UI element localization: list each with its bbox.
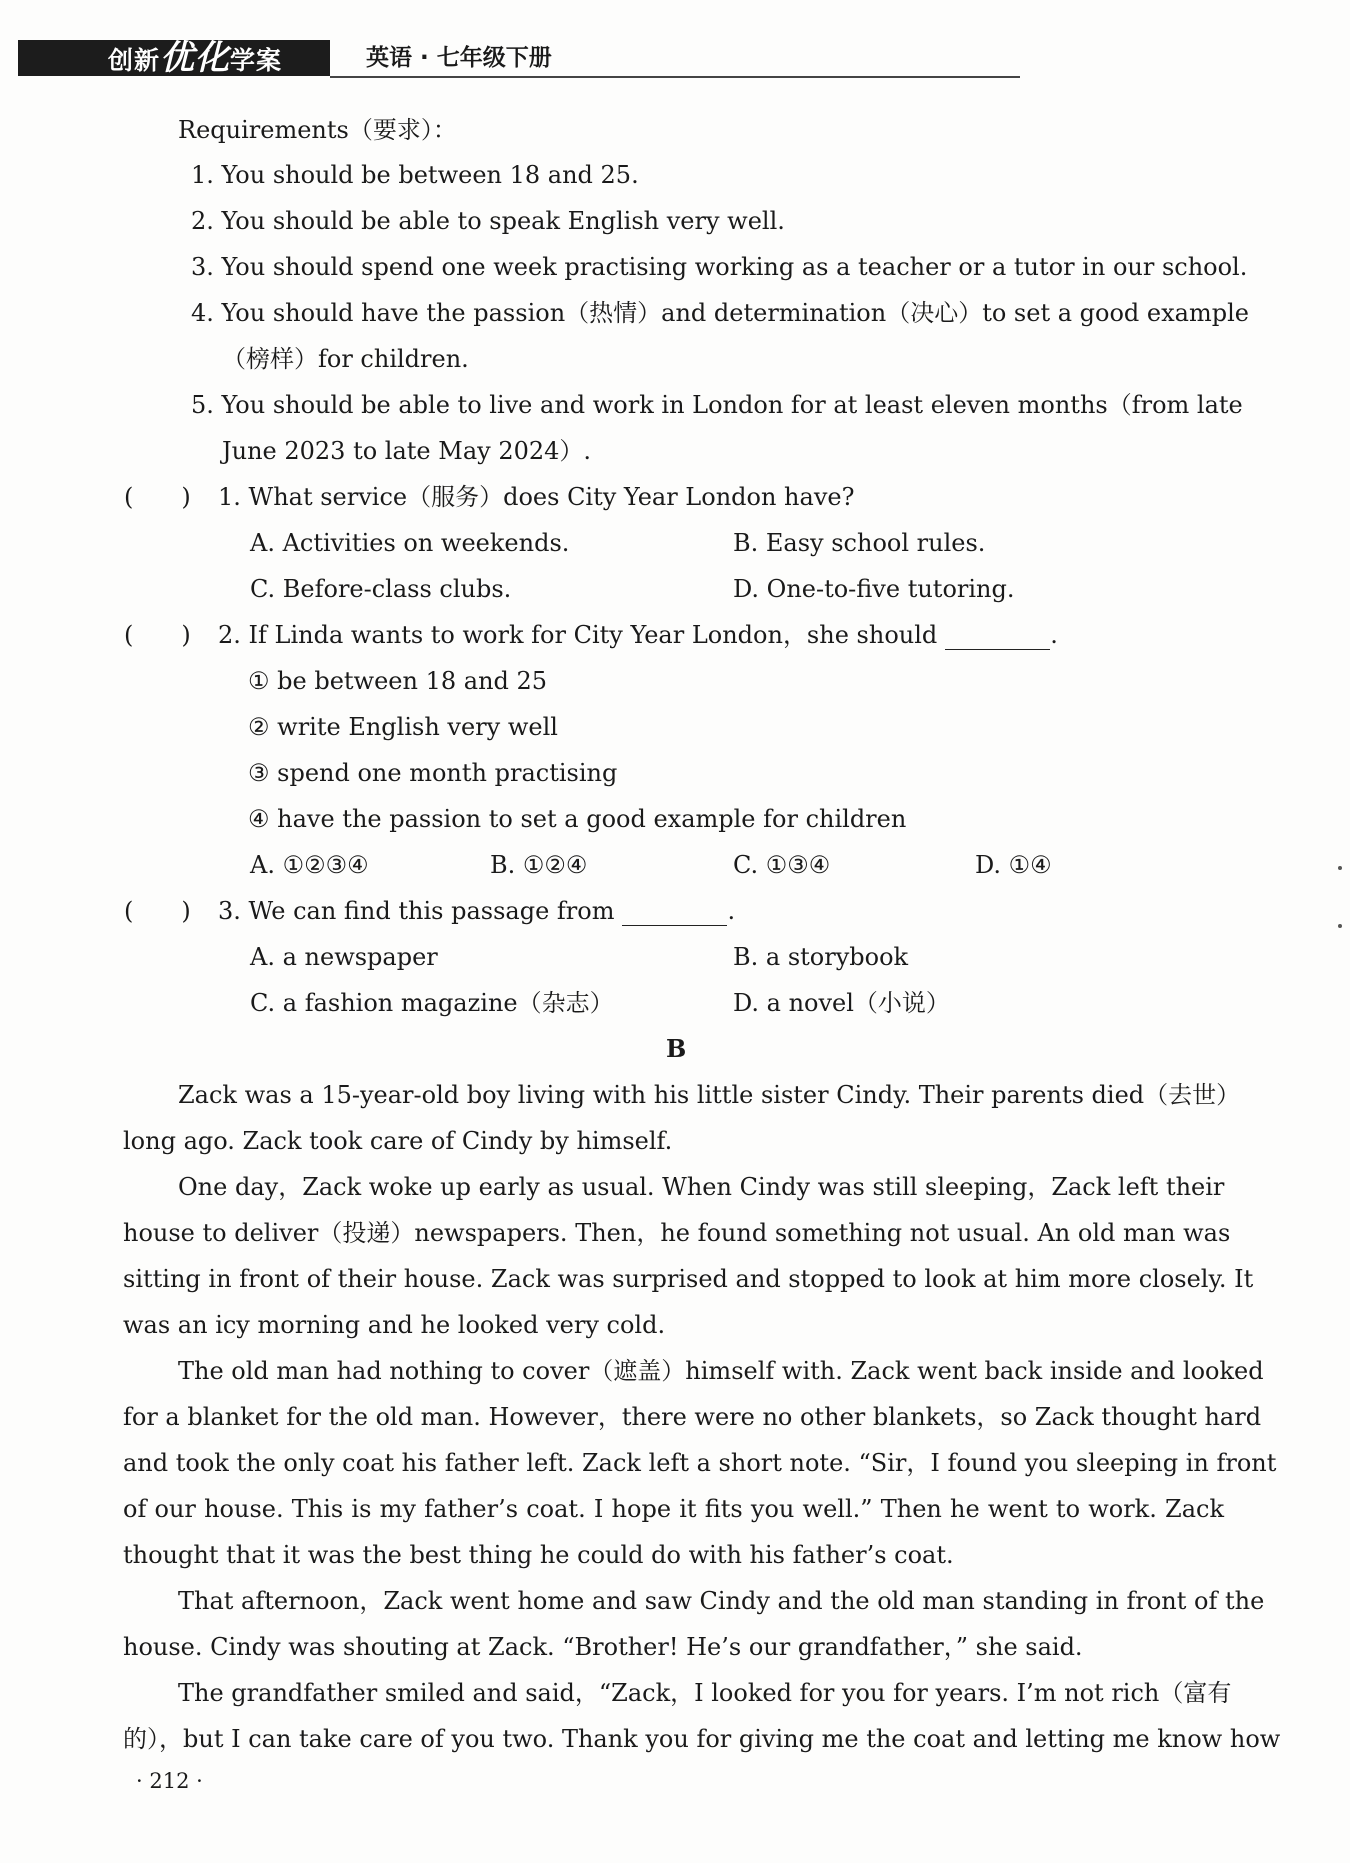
answer-blank[interactable] bbox=[622, 901, 727, 926]
passage-line: 的），but I can take care of you two. Thank you for giving me the coat and letting me know how bbox=[123, 1725, 1281, 1753]
option-b[interactable]: B. ①②④ bbox=[490, 851, 588, 879]
passage-line: was an icy morning and he looked very cold. bbox=[123, 1311, 666, 1339]
requirement-item: 5. You should be able to live and work in London for at least eleven months（from late bbox=[191, 391, 1243, 419]
passage-line: of our house. This is my father’s coat. I hope it fits you well.” Then he went to work. Zack bbox=[123, 1495, 1224, 1523]
option-a[interactable]: A. a newspaper bbox=[250, 943, 438, 971]
question-stem bbox=[218, 620, 1058, 650]
section-heading: B bbox=[666, 1034, 687, 1063]
option-b[interactable]: B. a storybook bbox=[733, 943, 909, 971]
option-a[interactable]: A. ①②③④ bbox=[250, 851, 369, 879]
sub-item: ① be between 18 and 25 bbox=[248, 667, 548, 695]
brand-text-d: 学案 bbox=[230, 46, 283, 75]
requirement-item: 3. You should spend one week practising working as a teacher or a tutor in our school. bbox=[191, 253, 1248, 281]
requirement-item: 4. You should have the passion（热情）and determination（决心）to set a good example bbox=[191, 299, 1249, 327]
passage-line: house to deliver（投递）newspapers. Then，he found something not usual. An old man was bbox=[123, 1219, 1231, 1247]
page-number: · 212 · bbox=[136, 1769, 203, 1793]
sub-item: ③ spend one month practising bbox=[248, 759, 618, 787]
requirement-item-cont: June 2023 to late May 2024）. bbox=[222, 437, 592, 465]
sub-item: ② write English very well bbox=[248, 713, 558, 741]
requirement-item: 1. You should be between 18 and 25. bbox=[191, 161, 639, 189]
passage-line: The old man had nothing to cover（遮盖）himself with. Zack went back inside and looked bbox=[178, 1357, 1264, 1385]
sub-item: ④ have the passion to set a good example for children bbox=[248, 805, 907, 833]
passage-line: The grandfather smiled and said，“Zack，I looked for you for years. I’m not rich（富有 bbox=[178, 1679, 1232, 1707]
question-stem-end: . bbox=[727, 897, 736, 925]
passage-line: long ago. Zack took care of Cindy by himself. bbox=[123, 1127, 673, 1155]
passage-line: sitting in front of their house. Zack was surprised and stopped to look at him more closely. It bbox=[123, 1265, 1254, 1293]
requirement-item: 2. You should be able to speak English very well. bbox=[191, 207, 785, 235]
passage-line: That afternoon，Zack went home and saw Cindy and the old man standing in front of the bbox=[178, 1587, 1265, 1615]
question-stem: 1. What service（服务）does City Year London have? bbox=[218, 483, 855, 511]
question-stem-text: 2. If Linda wants to work for City Year London，she should bbox=[218, 621, 938, 649]
answer-paren[interactable]: ( ) bbox=[124, 483, 191, 511]
question-stem-end: . bbox=[1050, 621, 1058, 649]
question-stem bbox=[218, 896, 735, 926]
answer-paren[interactable]: ( ) bbox=[124, 897, 191, 925]
passage-line: for a blanket for the old man. However，there were no other blankets，so Zack thought hard bbox=[123, 1403, 1262, 1431]
option-d[interactable]: D. One-to-five tutoring. bbox=[733, 575, 1015, 603]
header-rule bbox=[330, 76, 1020, 78]
passage-line: One day，Zack woke up early as usual. When Cindy was still sleeping，Zack left their bbox=[178, 1173, 1225, 1201]
option-c[interactable]: C. ①③④ bbox=[733, 851, 831, 879]
option-c[interactable]: C. Before-class clubs. bbox=[250, 575, 512, 603]
answer-paren[interactable]: ( ) bbox=[124, 621, 191, 649]
brand-text-b: 优 bbox=[160, 38, 196, 78]
question-stem-text: 3. We can find this passage from bbox=[218, 897, 615, 925]
header-subject: 英语 · 七年级下册 bbox=[366, 45, 552, 71]
passage-line: thought that it was the best thing he could do with his father’s coat. bbox=[123, 1541, 954, 1569]
scan-mark bbox=[1338, 866, 1342, 870]
header-brand bbox=[108, 40, 282, 76]
passage-line: and took the only coat his father left. Zack left a short note. “Sir，I found you sleeping in front bbox=[123, 1449, 1277, 1477]
scan-mark bbox=[1338, 924, 1342, 928]
requirement-item-cont: （榜样）for children. bbox=[222, 345, 469, 373]
brand-text-a: 创新 bbox=[108, 46, 161, 75]
answer-blank[interactable] bbox=[945, 625, 1050, 650]
passage-line: Zack was a 15-year-old boy living with his little sister Cindy. Their parents died（去世） bbox=[178, 1081, 1241, 1109]
requirements-title: Requirements（要求）： bbox=[178, 116, 457, 144]
option-c[interactable]: C. a fashion magazine（杂志） bbox=[250, 989, 614, 1017]
option-d[interactable]: D. ①④ bbox=[975, 851, 1052, 879]
option-d[interactable]: D. a novel（小说） bbox=[733, 989, 950, 1017]
brand-text-c: 化 bbox=[195, 38, 231, 78]
option-a[interactable]: A. Activities on weekends. bbox=[250, 529, 570, 557]
passage-line: house. Cindy was shouting at Zack. “Brother! He’s our grandfather，” she said. bbox=[123, 1633, 1083, 1661]
option-b[interactable]: B. Easy school rules. bbox=[733, 529, 986, 557]
